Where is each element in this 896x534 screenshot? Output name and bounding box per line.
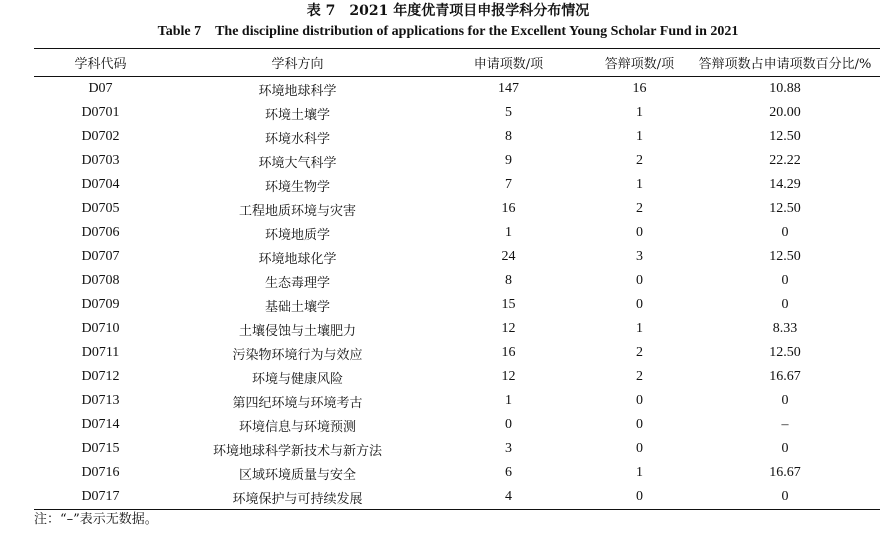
cell-applications: 5 <box>505 105 512 120</box>
cell-defense-percentage: 0 <box>781 441 789 456</box>
cell-discipline-code: D0714 <box>81 417 120 432</box>
table-row <box>34 389 880 413</box>
cell-discipline-code: D0715 <box>81 441 120 456</box>
cell-discipline-code: D0702 <box>81 129 120 144</box>
table-row <box>34 341 880 365</box>
cell-discipline-code: D0703 <box>81 153 120 168</box>
cell-applications: 16 <box>501 201 516 216</box>
cell-discipline-direction: 环境大气科学 <box>258 155 337 171</box>
table-row <box>34 317 880 341</box>
cell-applications: 1 <box>505 225 512 240</box>
cell-discipline-code: D0716 <box>81 465 120 480</box>
cell-applications: 12 <box>501 369 516 384</box>
cell-defense-percentage: 16.67 <box>769 465 801 480</box>
cell-discipline-code: D0717 <box>81 489 120 504</box>
cell-defenses: 1 <box>636 177 643 192</box>
cell-defense-percentage: 0 <box>781 297 789 312</box>
cell-discipline-direction: 环境地质学 <box>264 227 330 243</box>
cell-applications: 8 <box>505 273 512 288</box>
cell-discipline-direction: 环境与健康风险 <box>251 371 343 387</box>
cell-discipline-direction: 环境地球化学 <box>258 251 337 267</box>
table-row <box>34 269 880 293</box>
cell-applications: 8 <box>505 129 512 144</box>
cell-discipline-code: D0709 <box>81 297 120 312</box>
cell-applications: 147 <box>498 81 519 96</box>
cell-defense-percentage: 20.00 <box>769 105 801 120</box>
table-title-chinese: 表 7 2021 年度优青项目申报学科分布情况 <box>306 3 590 19</box>
table-row <box>34 173 880 197</box>
cell-discipline-code: D0701 <box>81 105 120 120</box>
cell-discipline-code: D0706 <box>81 225 120 240</box>
cell-discipline-direction: 土壤侵蚀与土壤肥力 <box>238 323 356 339</box>
cell-defenses: 1 <box>636 105 643 120</box>
cell-defense-percentage: 22.22 <box>769 153 801 168</box>
cell-discipline-code: D0710 <box>81 321 120 336</box>
cell-defense-percentage: 12.50 <box>769 249 801 264</box>
cell-defense-percentage: 16.67 <box>769 369 801 384</box>
cell-defenses: 0 <box>636 489 643 504</box>
cell-discipline-direction: 环境生物学 <box>264 179 330 195</box>
cell-discipline-direction: 工程地质环境与灾害 <box>238 203 356 219</box>
cell-defense-percentage: 0 <box>781 225 789 240</box>
cell-defense-percentage: 10.88 <box>769 81 801 96</box>
discipline-distribution-table <box>34 48 880 510</box>
table-row <box>34 125 880 149</box>
cell-defense-percentage: 0 <box>781 489 789 504</box>
cell-defense-percentage: 8.33 <box>772 321 798 336</box>
cell-defense-percentage: 0 <box>781 273 789 288</box>
cell-discipline-code: D0705 <box>81 201 120 216</box>
cell-defenses: 0 <box>636 417 643 432</box>
cell-applications: 16 <box>501 345 516 360</box>
cell-applications: 4 <box>505 489 512 504</box>
cell-discipline-direction: 区域环境质量与安全 <box>238 467 356 483</box>
header-applications: 申请项数/项 <box>473 57 544 72</box>
cell-discipline-direction: 环境地球科学 <box>258 83 337 99</box>
cell-defenses: 1 <box>636 129 643 144</box>
cell-discipline-direction: 第四纪环境与环境考古 <box>232 395 363 411</box>
cell-defenses: 0 <box>636 297 643 312</box>
cell-discipline-direction: 环境水科学 <box>264 131 330 147</box>
cell-discipline-code: D0704 <box>81 177 120 192</box>
cell-applications: 12 <box>501 321 516 336</box>
cell-defenses: 2 <box>636 153 643 168</box>
cell-applications: 3 <box>505 441 512 456</box>
cell-discipline-direction: 生态毒理学 <box>264 275 330 291</box>
header-defense-percentage: 答辩项数占申请项数百分比/% <box>698 57 872 72</box>
cell-defenses: 2 <box>636 345 643 360</box>
cell-defenses: 0 <box>636 273 643 288</box>
table-row <box>34 485 880 510</box>
cell-defenses: 1 <box>636 321 643 336</box>
cell-discipline-direction: 污染物环境行为与效应 <box>232 347 363 363</box>
table-row <box>34 365 880 389</box>
table-row <box>34 461 880 485</box>
cell-defenses: 16 <box>632 81 647 96</box>
cell-discipline-code: D0711 <box>81 345 120 360</box>
cell-discipline-code: D07 <box>88 81 113 96</box>
table-row <box>34 245 880 269</box>
cell-discipline-direction: 环境保护与可持续发展 <box>232 491 363 507</box>
cell-applications: 7 <box>505 177 512 192</box>
cell-defense-percentage: – <box>781 417 789 432</box>
table-row <box>34 77 880 102</box>
cell-discipline-code: D0713 <box>81 393 120 408</box>
cell-defenses: 1 <box>636 465 643 480</box>
cell-defense-percentage: 12.50 <box>769 201 801 216</box>
table-row <box>34 413 880 437</box>
cell-discipline-code: D0708 <box>81 273 120 288</box>
cell-applications: 6 <box>505 465 512 480</box>
cell-defenses: 0 <box>636 441 643 456</box>
table-row <box>34 101 880 125</box>
cell-discipline-code: D0712 <box>81 369 120 384</box>
cell-applications: 15 <box>501 297 516 312</box>
cell-discipline-direction: 环境土壤学 <box>264 107 330 123</box>
cell-defenses: 0 <box>636 225 643 240</box>
table-row <box>34 197 880 221</box>
cell-discipline-direction: 环境信息与环境预测 <box>238 419 356 435</box>
table-header-row <box>34 49 880 77</box>
cell-applications: 1 <box>505 393 512 408</box>
cell-defense-percentage: 14.29 <box>769 177 801 192</box>
table-body <box>34 77 880 510</box>
cell-defense-percentage: 12.50 <box>769 129 801 144</box>
cell-defenses: 0 <box>636 393 643 408</box>
table-note: 注：“–”表示无数据。 <box>34 512 158 527</box>
table-row <box>34 437 880 461</box>
cell-defenses: 2 <box>636 201 643 216</box>
table-row <box>34 293 880 317</box>
table-row <box>34 221 880 245</box>
cell-applications: 24 <box>501 249 516 264</box>
cell-applications: 9 <box>505 153 512 168</box>
header-discipline-code: 学科代码 <box>74 57 127 72</box>
cell-defense-percentage: 12.50 <box>769 345 801 360</box>
header-discipline-direction: 学科方向 <box>271 57 324 72</box>
cell-defenses: 3 <box>636 249 643 264</box>
table-title-english: Table 7 The discipline distribution of applications for the Excellent Young Scholar Fund in 2021 <box>157 24 739 39</box>
cell-discipline-direction: 基础土壤学 <box>264 299 330 315</box>
table-row <box>34 149 880 173</box>
cell-discipline-direction: 环境地球科学新技术与新方法 <box>212 443 382 459</box>
header-defenses: 答辩项数/项 <box>604 57 675 72</box>
cell-applications: 0 <box>505 417 512 432</box>
cell-defense-percentage: 0 <box>781 393 789 408</box>
cell-defenses: 2 <box>636 369 643 384</box>
cell-discipline-code: D0707 <box>81 249 120 264</box>
